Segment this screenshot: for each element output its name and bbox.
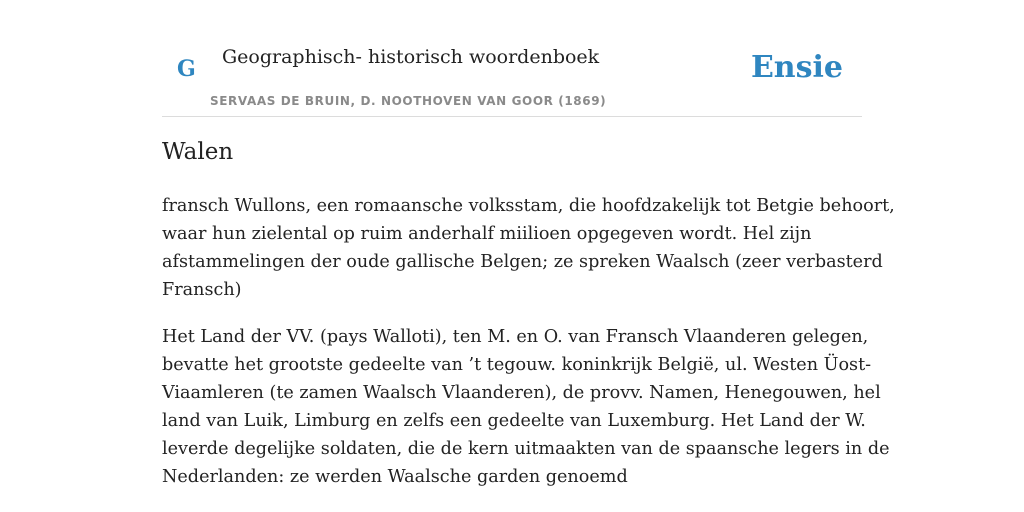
article-container bbox=[162, 0, 895, 487]
entry-title: Walen bbox=[162, 139, 234, 165]
entry-paragraph-1 bbox=[162, 192, 895, 304]
paragraph-line: bevatte het grootste gedeelte van ’t tegouw. koninkrijk België, ul. Westen Üost- bbox=[162, 355, 872, 375]
dictionary-header bbox=[162, 0, 862, 117]
dictionary-authors: SERVAAS DE BRUIN, D. NOOTHOVEN VAN GOOR (1869) bbox=[210, 94, 607, 108]
paragraph-line: fransch Wullons, een romaansche volksstam, die hoofdzakelijk tot Betgie behoort, bbox=[162, 196, 895, 216]
dictionary-logo-letter[interactable]: G bbox=[177, 56, 196, 82]
paragraph-line: waar hun zielental op ruim anderhalf miilioen opgegeven wordt. Hel zijn bbox=[162, 224, 812, 244]
paragraph-line: afstammelingen der oude gallische Belgen; ze spreken Waalsch (zeer verbasterd bbox=[162, 252, 883, 272]
paragraph-line: leverde degelijke soldaten, die de kern uitmaakten van de spaansche legers in de bbox=[162, 439, 890, 459]
paragraph-line: Fransch) bbox=[162, 280, 242, 300]
ensie-logo[interactable]: Ensie bbox=[750, 50, 843, 85]
paragraph-line: Het Land der VV. (pays Walloti), ten M. en O. van Fransch Vlaanderen gelegen, bbox=[162, 327, 869, 347]
paragraph-line: Viaamleren (te zamen Waalsch Vlaanderen), de provv. Namen, Henegouwen, hel bbox=[162, 383, 881, 403]
paragraph-line: land van Luik, Limburg en zelfs een gedeelte van Luxemburg. Het Land der W. bbox=[162, 411, 866, 431]
paragraph-line: Nederlanden: ze werden Waalsche garden genoemd bbox=[162, 467, 628, 487]
dictionary-title[interactable]: Geographisch- historisch woordenboek bbox=[222, 46, 600, 68]
entry-paragraph-2 bbox=[162, 323, 890, 491]
